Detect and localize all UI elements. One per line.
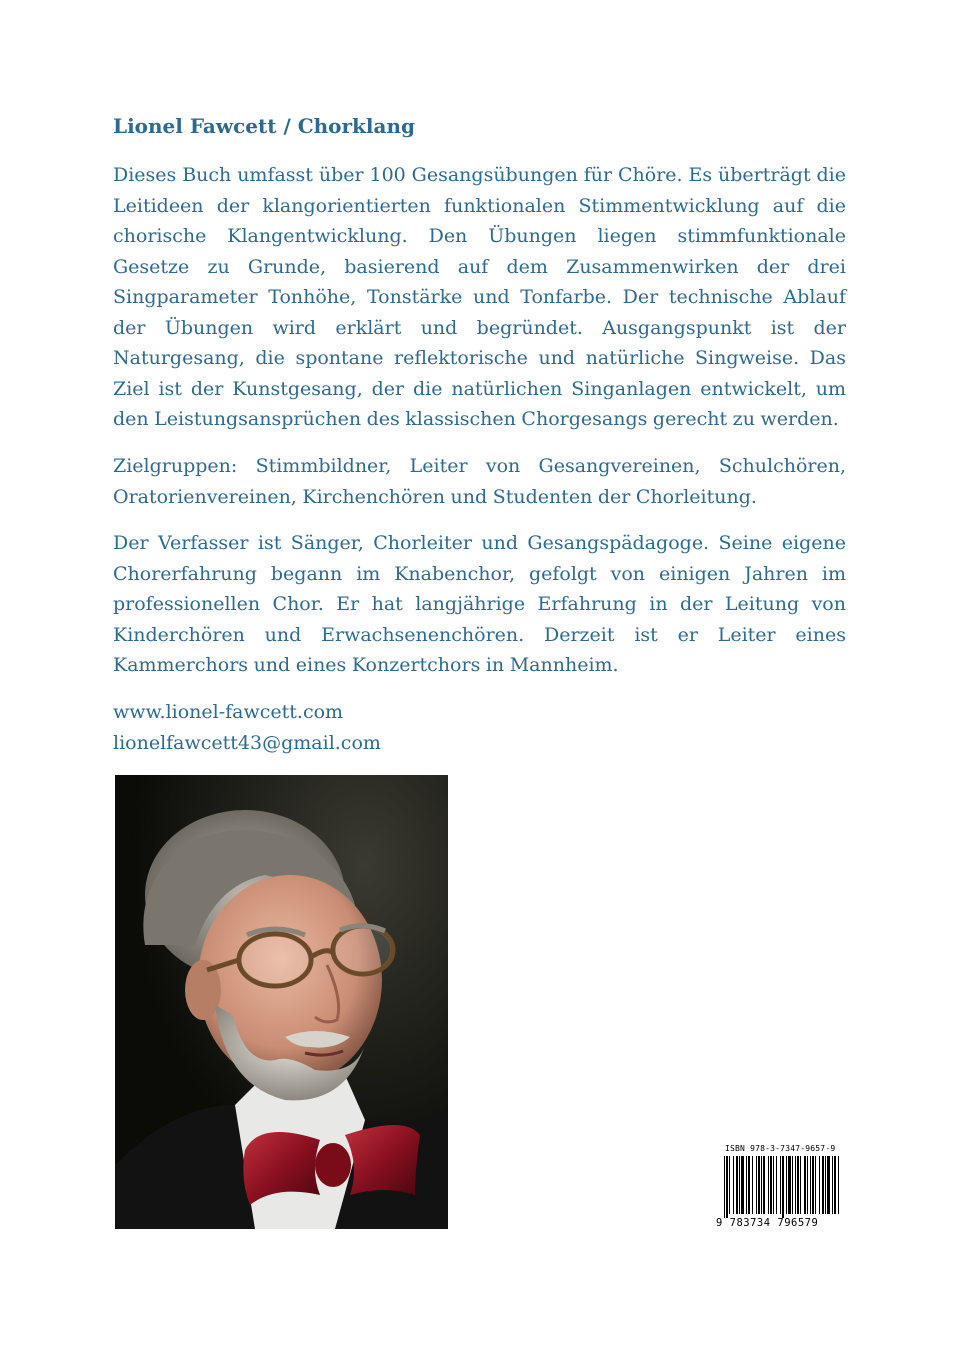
email-link[interactable]: lionelfawcett43@gmail.com — [113, 731, 381, 754]
barcode-bars — [724, 1156, 844, 1218]
description-paragraph: Dieses Buch umfasst über 100 Gesangsübungen für Chöre. Es überträgt die Leitideen der klangorientierten funktionalen Stimmentwicklung auf die chorische Klangentwicklung. Den Übungen liegen stimmfunktionale Gesetze zu Grunde, basierend auf dem Zusammenwirken der drei Singparameter Tonhöhe, Tonstärke und Tonfarbe. Der technische Ablauf der Übungen wird erklärt und begründet. Ausgangspunkt ist der Naturgesang, die spontane reflektorische und natürliche Singweise. Das Ziel ist der Kunstgesang, der die natürlichen Singanlagen entwickelt, um den Leistungsansprüchen des klassischen Chorgesangs gerecht zu werden. — [113, 164, 846, 430]
author-photo — [115, 775, 448, 1229]
isbn-barcode — [714, 1142, 850, 1234]
website-link[interactable]: www.lionel-fawcett.com — [113, 701, 344, 723]
contact-block — [113, 697, 381, 758]
isbn-label: ISBN 978-3-7347-9657-9 — [725, 1144, 836, 1153]
author-bio-paragraph: Der Verfasser ist Sänger, Chorleiter und Gesangspädagoge. Seine eigene Chorerfahrung begann im Knabenchor, gefolgt von einigen Jahren im professionellen Chor. Er hat langjährige Erfahrung in der Leitung von Kinderchören und Erwachsenenchören. Derzeit ist er Leiter eines Kammerchors und eines Konzertchors in Mannheim. — [113, 532, 846, 676]
ean-digits: 9 783734 796579 — [716, 1217, 819, 1229]
book-title: Lionel Fawcett / Chorklang — [113, 114, 415, 138]
target-audience-paragraph: Zielgruppen: Stimmbildner, Leiter von Gesangvereinen, Schulchören, Oratorienvereinen, Kirchenchören und Studenten der Chorleitung. — [113, 455, 846, 508]
